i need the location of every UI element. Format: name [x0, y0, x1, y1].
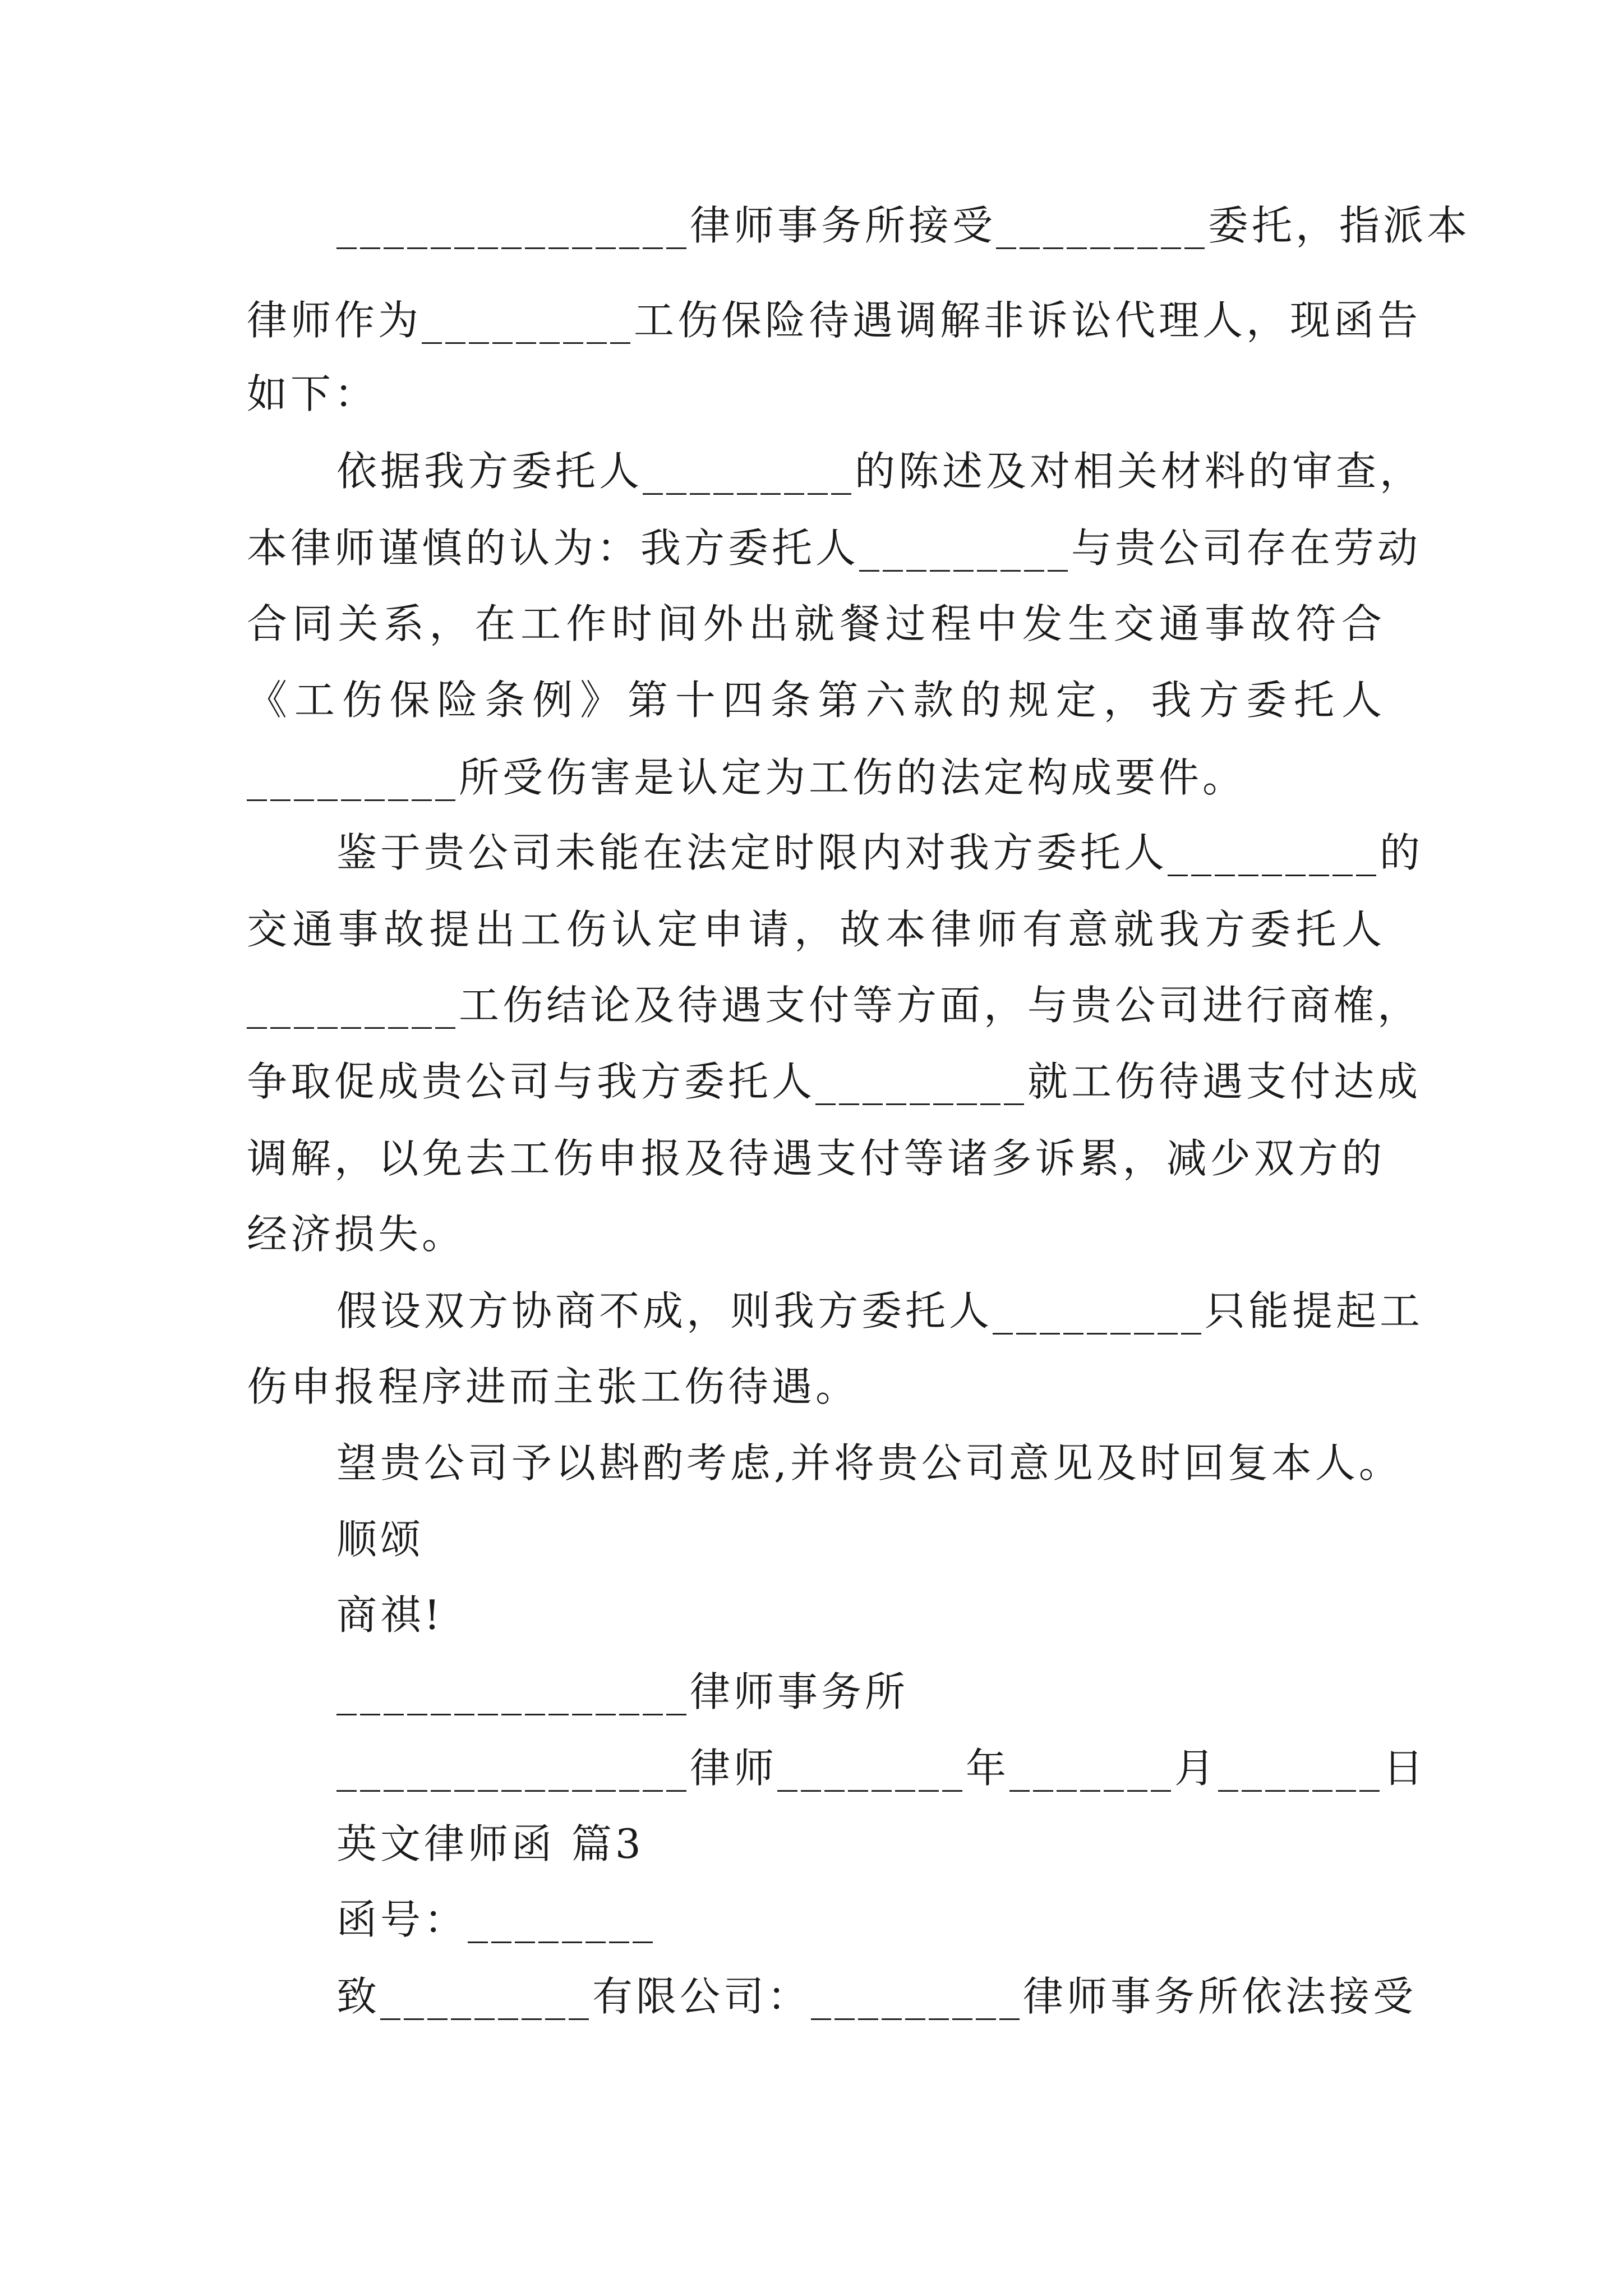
section-heading: 英文律师函 篇3	[336, 1820, 644, 1867]
closing-salutation: 顺颂	[336, 1516, 425, 1563]
text-line: 争取促成贵公司与我方委托人_________就工伤待遇支付达成	[247, 1058, 1422, 1105]
text-line: 鉴于贵公司未能在法定时限内对我方委托人_________的	[336, 829, 1424, 876]
text-line: 《工伤保险条例》第十四条第六款的规定，我方委托人	[247, 677, 1385, 724]
text-line: 调解，以免去工伤申报及待遇支付等诸多诉累，减少双方的	[247, 1135, 1385, 1182]
text-line: 望贵公司予以斟酌考虑,并将贵公司意见及时回复本人。	[336, 1439, 1403, 1487]
letter-number-line: 函号：________	[336, 1896, 657, 1943]
text-line: 律师作为_________工伤保险待遇调解非诉讼代理人，现函告	[247, 297, 1422, 344]
text-line: 经济损失。	[247, 1211, 466, 1258]
closing-wish: 商祺!	[336, 1591, 444, 1639]
text-line: 依据我方委托人_________的陈述及对相关材料的审查，	[336, 448, 1424, 495]
text-line: 交通事故提出工伤认定申请，故本律师有意就我方委托人	[247, 906, 1385, 953]
text-line: _________工伤结论及待遇支付等方面，与贵公司进行商榷，	[247, 982, 1422, 1029]
text-line: _______________律师事务所接受_________委托，指派本	[336, 202, 1471, 249]
text-line: 伤申报程序进而主张工伤待遇。	[247, 1363, 860, 1410]
signature-firm-line: _______________律师事务所	[336, 1668, 909, 1715]
text-line: 合同关系，在工作时间外出就餐过程中发生交通事故符合	[247, 600, 1385, 647]
text-line: _________所受伤害是认定为工伤的法定构成要件。	[247, 754, 1247, 801]
addressee-line: 致_________有限公司：_________律师事务所依法接受	[336, 1973, 1417, 2020]
text-line: 假设双方协商不成，则我方委托人_________只能提起工	[336, 1287, 1424, 1335]
signature-date-line: _______________律师________年_______月_______日	[336, 1745, 1427, 1792]
text-line: 本律师谨慎的认为：我方委托人_________与贵公司存在劳动	[247, 524, 1422, 572]
text-line: 如下：	[247, 370, 379, 417]
